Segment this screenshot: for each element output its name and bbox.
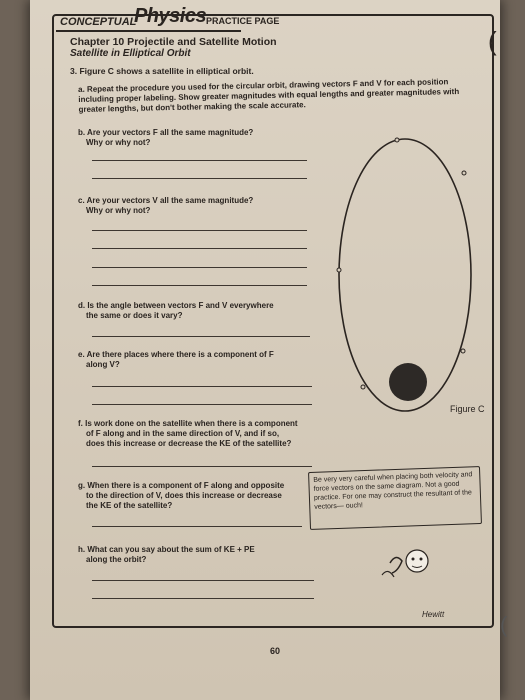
part-a: a. Repeat the procedure you used for the circular orbit, drawing vectors F and V for each position including proper labeling. Show greater magnitudes with equal lengths and greater magnitudes with greater lengths, but don't bother making the scale accurate. — [78, 77, 460, 114]
earth-planet — [389, 363, 427, 401]
part-b-why: Why or why not? — [86, 138, 151, 147]
part-f — [78, 419, 298, 449]
satellite-position — [462, 171, 466, 175]
answer-line[interactable] — [92, 336, 310, 337]
answer-line[interactable] — [92, 404, 312, 405]
answer-line[interactable] — [92, 230, 307, 231]
part-d-question-cont: the same or does it vary? — [86, 311, 183, 320]
part-e — [78, 350, 274, 370]
answer-line[interactable] — [92, 598, 314, 599]
answer-line[interactable] — [92, 466, 312, 467]
chapter-subtitle: Satellite in Elliptical Orbit — [70, 48, 191, 59]
satellite-position — [461, 349, 465, 353]
header-rule — [56, 30, 241, 32]
part-g-question-cont: the KE of the satellite? — [86, 501, 173, 510]
part-f-question: f. Is work done on the satellite when there is a component — [78, 419, 298, 428]
part-h-question: h. What can you say about the sum of KE + PE — [78, 545, 255, 554]
part-c-why: Why or why not? — [86, 206, 151, 215]
author-signature: Hewitt — [422, 610, 445, 619]
part-e-question: e. Are there places where there is a component of F — [78, 350, 274, 359]
answer-line[interactable] — [92, 526, 302, 527]
page-edge-mark: ( — [500, 612, 508, 637]
figure-c-orbit — [335, 135, 475, 415]
part-b-question: b. Are your vectors F all the same magnitude? — [78, 128, 254, 137]
part-d-question: d. Is the angle between vectors F and V everywhere — [78, 301, 274, 310]
part-g-question-cont: to the direction of V, does this increase or decrease — [86, 491, 282, 500]
part-h-question-cont: along the orbit? — [86, 555, 147, 564]
answer-line[interactable] — [92, 386, 312, 387]
answer-line[interactable] — [92, 248, 307, 249]
brand-conceptual: CONCEPTUAL — [60, 16, 137, 28]
part-g — [78, 481, 284, 511]
practice-page-label: PRACTICE PAGE — [206, 16, 280, 26]
answer-line[interactable] — [92, 580, 314, 581]
part-g-question: g. When there is a component of F along and opposite — [78, 481, 285, 490]
part-h — [78, 545, 255, 565]
part-f-question-cont: does this increase or decrease the KE of the satellite? — [86, 439, 292, 448]
page-number: 60 — [270, 646, 281, 656]
part-d — [78, 301, 274, 321]
satellite-position — [337, 268, 341, 272]
answer-line[interactable] — [92, 285, 307, 286]
answer-line[interactable] — [92, 267, 307, 268]
part-b — [78, 128, 253, 148]
figure-c-label: Figure C — [450, 404, 485, 414]
part-f-question-cont: of F along and in the same direction of V, and if so, — [86, 429, 280, 438]
cartoon-illustration — [372, 543, 442, 593]
brand-physics: Physics — [134, 5, 207, 27]
answer-line[interactable] — [92, 160, 307, 161]
caution-note: Be very very careful when placing both velocity and force vectors on the same diagram. Not a good practice. For one may construct the resultant of the vectors— ouch! — [308, 466, 482, 530]
answer-line[interactable] — [92, 178, 307, 179]
satellite-position — [361, 385, 365, 389]
part-e-question-cont: along V? — [86, 360, 120, 369]
satellite-position — [395, 138, 399, 142]
part-c — [78, 196, 253, 216]
page-edge-mark: ( — [488, 26, 497, 56]
question-3: 3. Figure C shows a satellite in elliptical orbit. — [70, 66, 254, 76]
part-c-question: c. Are your vectors V all the same magnitude? — [78, 196, 254, 205]
chapter-title: Chapter 10 Projectile and Satellite Motion — [70, 36, 277, 48]
